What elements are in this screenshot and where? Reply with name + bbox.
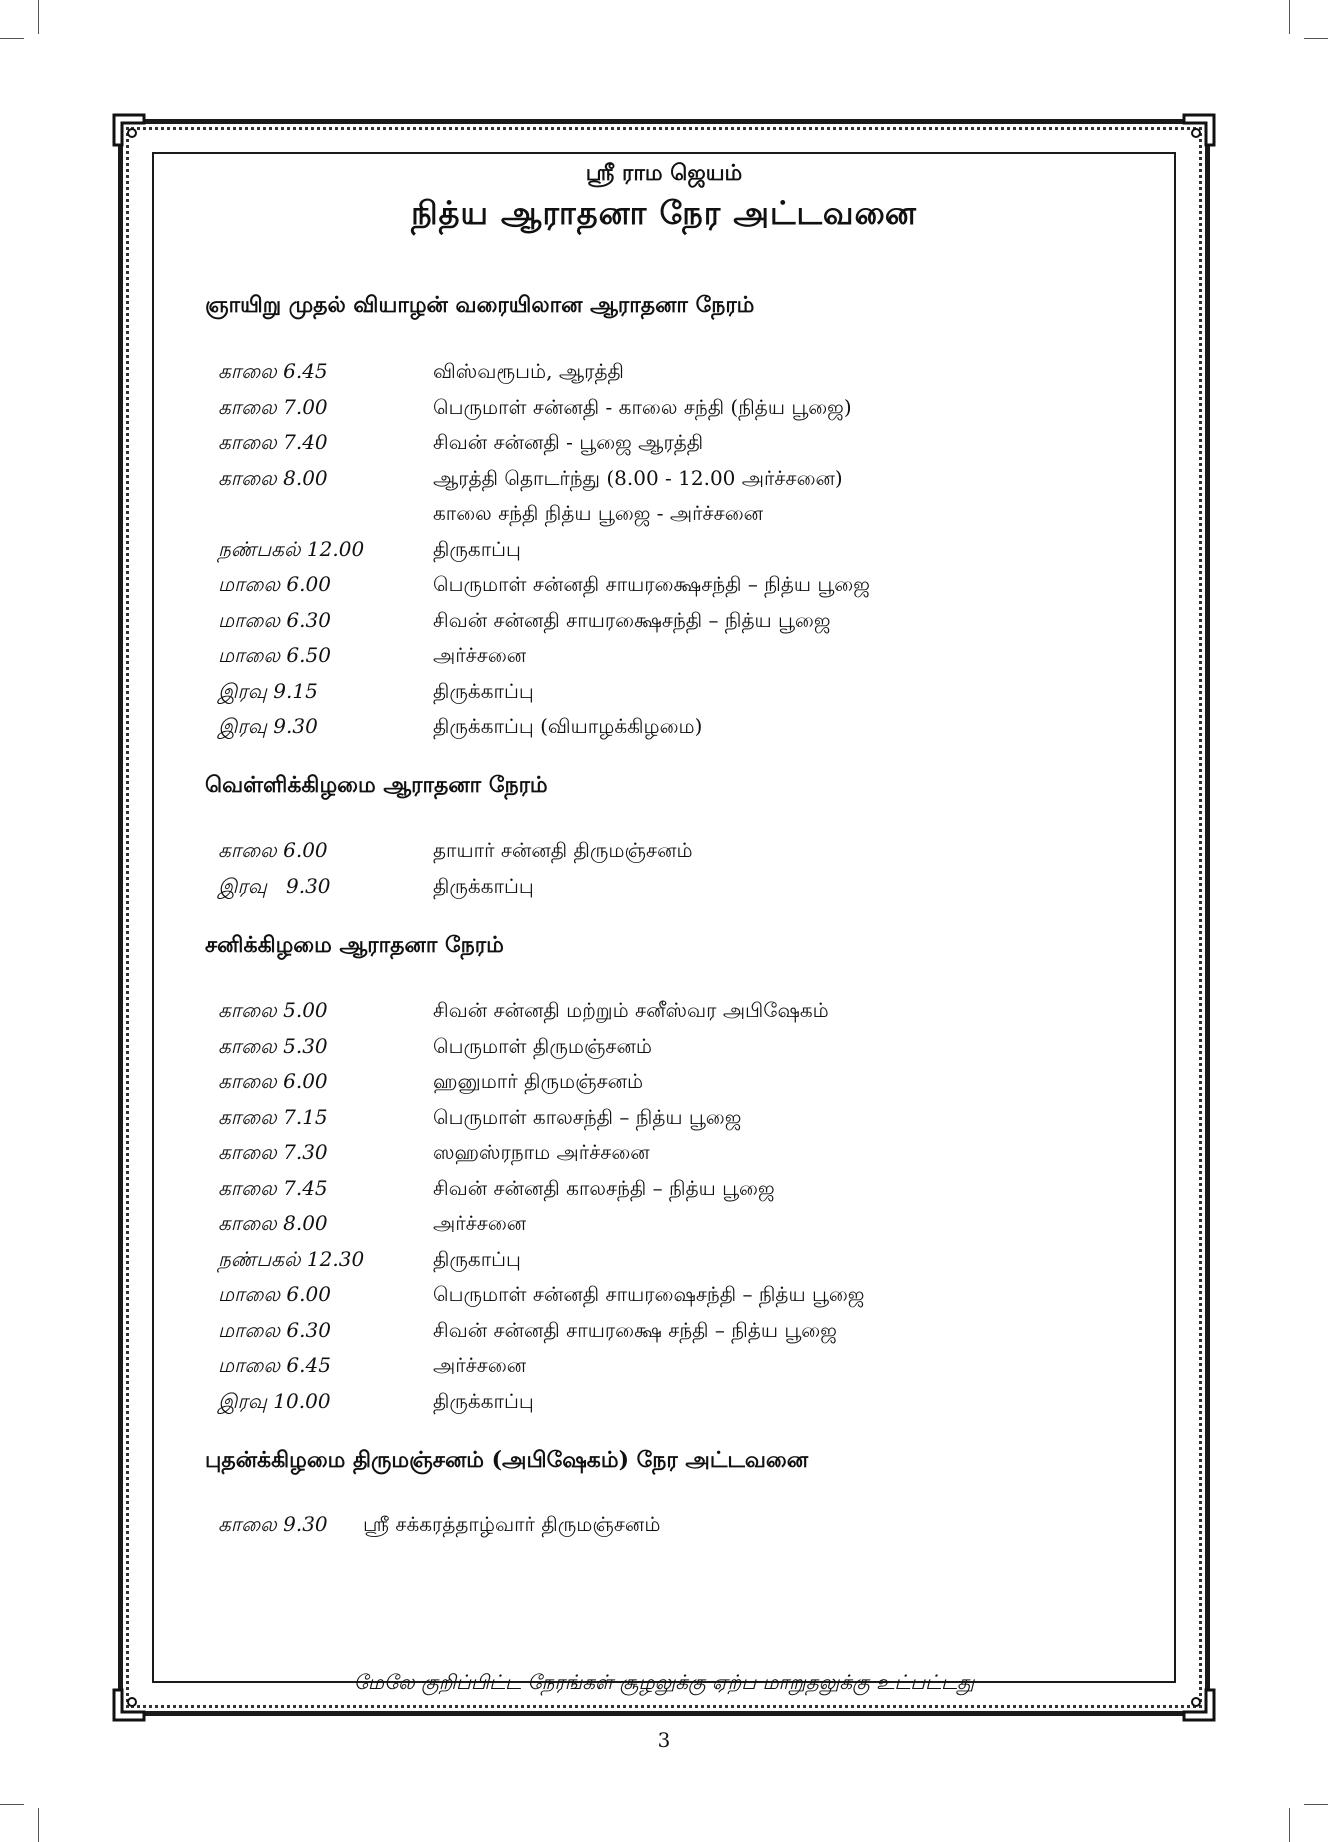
event-cell: ஹனுமார் திருமஞ்சனம் (433, 1069, 644, 1094)
event-cell: ஸஹஸ்ரநாம அர்ச்சனை (433, 1140, 650, 1165)
time-cell: காலை 8.00 (218, 465, 328, 490)
schedule-row (218, 604, 870, 640)
time-cell: காலை 7.15 (218, 1104, 328, 1129)
schedule-row (218, 426, 870, 462)
schedule-row (218, 391, 870, 427)
event-cell: தாயார் சன்னதி திருமஞ்சனம் (433, 838, 693, 863)
event-cell: திருக்காப்பு (433, 873, 534, 898)
schedule-row (218, 1385, 864, 1421)
event-cell: அர்ச்சனை (433, 1353, 527, 1378)
event-cell: திருகாப்பு (433, 536, 521, 561)
schedule-row (218, 533, 870, 569)
schedule-row (218, 462, 870, 498)
time-cell: காலை 5.30 (218, 1033, 328, 1058)
time-cell: காலை 7.40 (218, 430, 328, 455)
schedule-row (218, 1065, 864, 1101)
schedule-row (218, 639, 870, 675)
time-cell: காலை 6.00 (218, 1069, 328, 1094)
schedule-row (218, 1314, 864, 1350)
time-cell: மாலை 6.00 (218, 1282, 331, 1307)
time-cell: காலை 9.30 (218, 1512, 328, 1537)
time-cell: காலை 5.00 (218, 998, 328, 1023)
page-number: 3 (657, 1728, 671, 1752)
time-cell: இரவு 9.30 (218, 714, 318, 739)
event-cell: சிவன் சன்னதி சாயரக்ஷை சந்தி – நித்ய பூஜை (433, 1317, 837, 1342)
event-cell: அர்ச்சனை (433, 1211, 527, 1236)
section-heading-saturday: சனிக்கிழமை ஆராதனா நேரம் (205, 932, 504, 958)
event-cell: பெருமாள் சன்னதி சாயரஷைசந்தி – நித்ய பூஜை (433, 1282, 865, 1307)
schedule-row (218, 870, 693, 906)
event-cell: ஆரத்தி தொடர்ந்து (8.00 - 12.00 அர்ச்சனை) (433, 465, 843, 490)
schedule-row (218, 1101, 864, 1137)
schedule-friday (218, 834, 693, 905)
event-cell: சிவன் சன்னதி சாயரக்ஷைசந்தி – நித்ய பூஜை (433, 607, 831, 632)
event-cell: திருகாப்பு (433, 1246, 521, 1271)
schedule-row (218, 355, 870, 391)
schedule-row (218, 834, 693, 870)
time-cell: மாலை 6.30 (218, 1317, 331, 1342)
page-title: நித்ய ஆராதனா நேர அட்டவனை (411, 194, 917, 232)
section-heading-friday: வெள்ளிக்கிழமை ஆராதனா நேரம் (205, 772, 548, 798)
event-cell: பெருமாள் காலசந்தி – நித்ய பூஜை (433, 1104, 742, 1129)
event-cell: காலை சந்தி நித்ய பூஜை - அர்ச்சனை (433, 501, 764, 526)
schedule-weekday (218, 355, 870, 746)
schedule-row (218, 1030, 864, 1066)
section-heading-weekday: ஞாயிறு முதல் வியாழன் வரையிலான ஆராதனா நேரம் (205, 292, 755, 318)
time-cell: நண்பகல் 12.00 (218, 536, 365, 561)
event-cell: பெருமாள் சன்னதி சாயரக்ஷைசந்தி – நித்ய பூஜை (433, 572, 870, 597)
schedule-row (218, 497, 870, 533)
time-cell: மாலை 6.00 (218, 572, 331, 597)
section-heading-wednesday: புதன்க்கிழமை திருமஞ்சனம் (அபிஷேகம்) நேர அட்டவனை (205, 1447, 809, 1473)
event-cell: விஸ்வரூபம், ஆரத்தி (433, 359, 624, 384)
schedule-saturday (218, 994, 864, 1420)
event-cell: திருக்காப்பு (433, 1388, 534, 1413)
time-cell: காலை 6.45 (218, 359, 328, 384)
schedule-row (218, 675, 870, 711)
time-cell: மாலை 6.30 (218, 607, 331, 632)
page-subtitle: ஸ்ரீ ராம ஜெயம் (585, 160, 743, 186)
event-cell: பெருமாள் சன்னதி - காலை சந்தி (நித்ய பூஜை) (433, 394, 852, 419)
schedule-row (218, 710, 870, 746)
footer-note: மேலே குறிப்பிட்ட நேரங்கள் சூழலுக்கு ஏற்ப மாறுதலுக்கு உட்பட்டது (353, 1670, 975, 1694)
event-cell: அர்ச்சனை (433, 643, 527, 668)
time-cell: காலை 7.30 (218, 1140, 328, 1165)
schedule-row (218, 994, 864, 1030)
schedule-row (218, 1349, 864, 1385)
event-cell: திருக்காப்பு (433, 678, 534, 703)
schedule-wednesday (218, 1508, 660, 1544)
event-cell: சிவன் சன்னதி மற்றும் சனீஸ்வர அபிஷேகம் (433, 998, 829, 1023)
event-cell: சிவன் சன்னதி காலசந்தி – நித்ய பூஜை (433, 1175, 775, 1200)
event-cell: திருக்காப்பு (வியாழக்கிழமை) (433, 714, 703, 739)
time-cell: இரவு 9.30 (218, 873, 331, 898)
schedule-row (218, 1172, 864, 1208)
time-cell: காலை 8.00 (218, 1211, 328, 1236)
schedule-row (218, 1207, 864, 1243)
event-cell: பெருமாள் திருமஞ்சனம் (433, 1033, 652, 1058)
time-cell: காலை 7.00 (218, 394, 328, 419)
time-cell: இரவு 9.15 (218, 678, 318, 703)
event-cell: சிவன் சன்னதி - பூஜை ஆரத்தி (433, 430, 704, 455)
time-cell: நண்பகல் 12.30 (218, 1246, 365, 1271)
time-cell: காலை 6.00 (218, 838, 328, 863)
schedule-row (218, 1243, 864, 1279)
schedule-row (218, 1508, 660, 1544)
schedule-row (218, 1278, 864, 1314)
time-cell: மாலை 6.45 (218, 1353, 331, 1378)
schedule-row (218, 1136, 864, 1172)
schedule-row (218, 568, 870, 604)
event-cell: ஸ்ரீ சக்கரத்தாழ்வார் திருமஞ்சனம் (363, 1512, 661, 1537)
time-cell: மாலை 6.50 (218, 643, 331, 668)
time-cell: காலை 7.45 (218, 1175, 328, 1200)
time-cell: இரவு 10.00 (218, 1388, 331, 1413)
